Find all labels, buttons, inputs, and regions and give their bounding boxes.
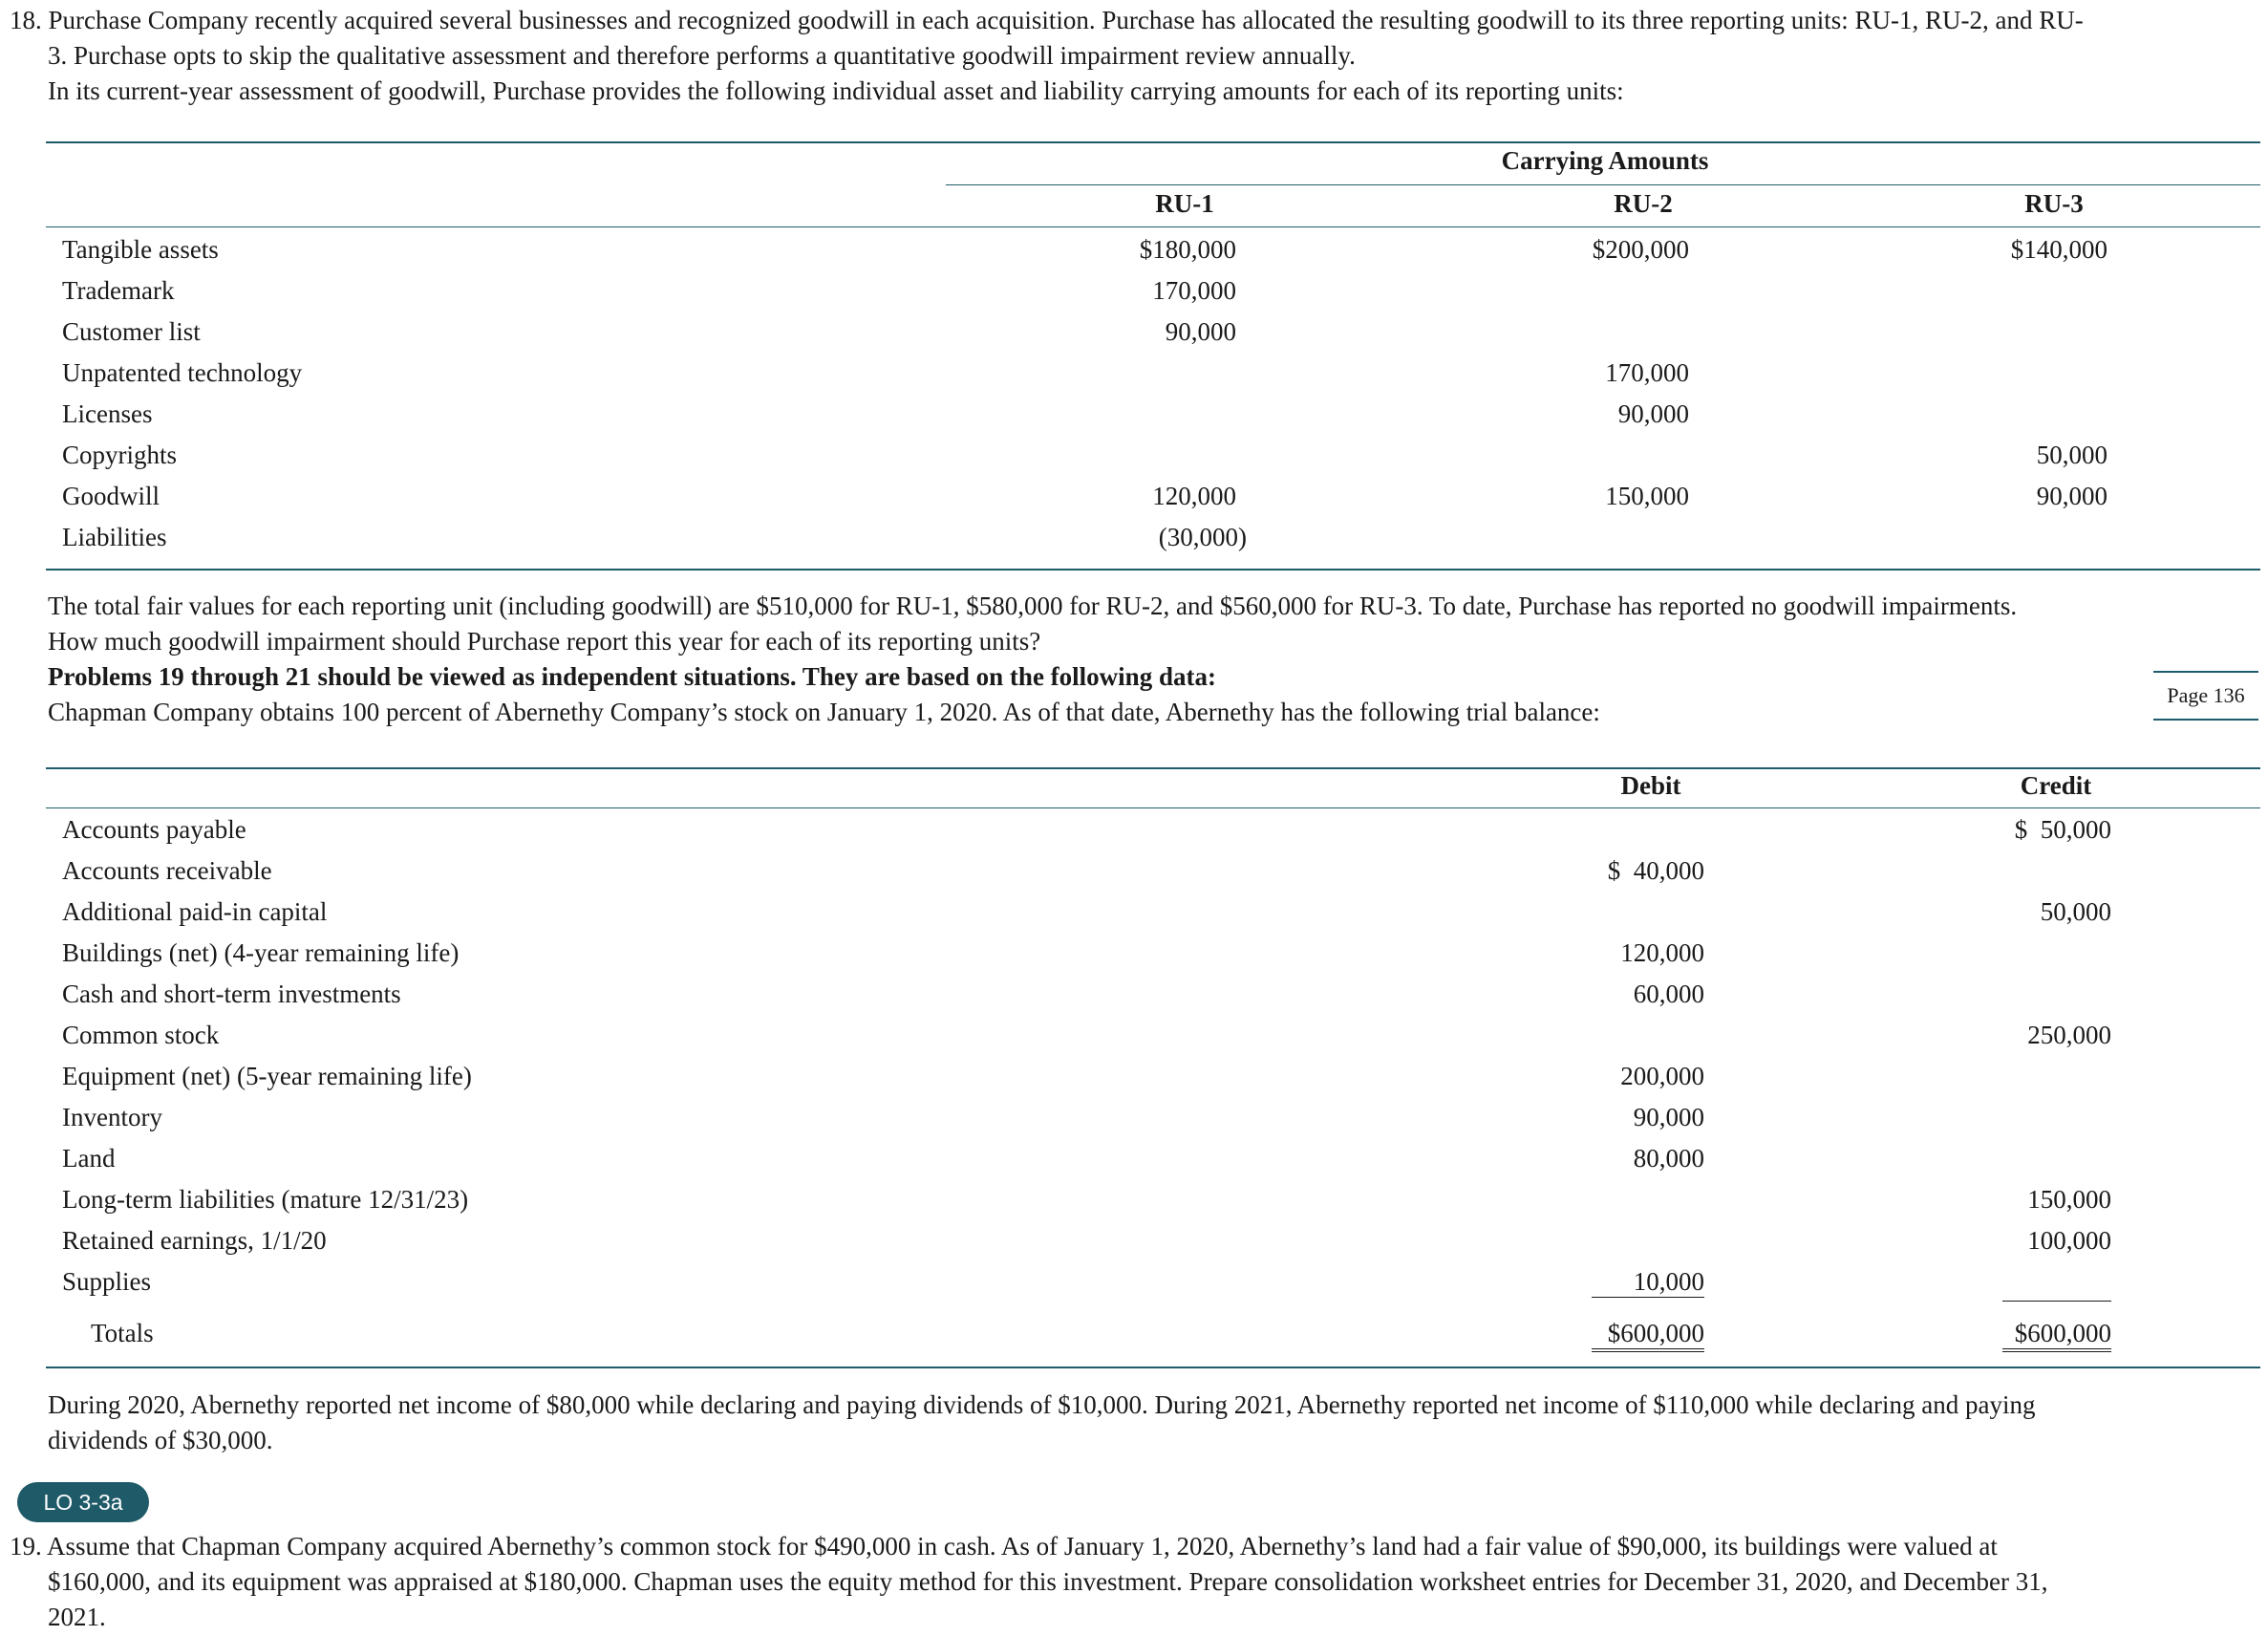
group-header-rule	[946, 184, 2260, 185]
table-row-label: Accounts receivable	[62, 856, 272, 885]
column-header-rule	[46, 226, 2260, 227]
problem-19-line-1: 19. Assume that Chapman Company acquired Abernethy’s common stock for $490,000 in cash. As of January 1, 2020, Abernethy’s land had a fair value of $90,000, its buildings were valued at	[10, 1532, 1998, 1561]
table-cell-credit: 250,000	[2027, 1021, 2111, 1049]
column-header-ru1: RU-1	[1155, 189, 1214, 218]
problem-19-line-2: $160,000, and its equipment was appraised at $180,000. Chapman uses the equity method for this investment. Prepare consolidation worksheet entries for December 31, 2020, and December 31,	[48, 1567, 2048, 1596]
column-header-ru3: RU-3	[2024, 189, 2084, 218]
table-cell-debit: 120,000	[1620, 938, 1704, 967]
table-row-label: Cash and short-term investments	[62, 979, 401, 1008]
learning-objective-badge: LO 3-3a	[17, 1482, 149, 1522]
table-row-label: Equipment (net) (5-year remaining life)	[62, 1062, 472, 1090]
table-row-label: Common stock	[62, 1021, 220, 1049]
totals-debit: $600,000	[1592, 1319, 1704, 1352]
table-row-label: Buildings (net) (4-year remaining life)	[62, 938, 460, 967]
table-cell-debit: 200,000	[1620, 1062, 1704, 1090]
table-row-label: Copyrights	[62, 441, 178, 469]
net-income-line-2: dividends of $30,000.	[48, 1426, 273, 1454]
trial-balance-table	[0, 760, 2268, 1371]
fair-values-line-1: The total fair values for each reporting unit (including goodwill) are $510,000 for RU-1, $580,000 for RU-2, and $560,000 for RU-3. To date, Purchase has reported no goodwill impairments.	[48, 592, 2018, 620]
table-row-label: Liabilities	[62, 523, 167, 551]
independent-situations-note: Problems 19 through 21 should be viewed as independent situations. They are based on the following data:	[48, 662, 1216, 691]
problem-18-line-2: 3. Purchase opts to skip the qualitative assessment and therefore performs a quantitative goodwill impairment review annually.	[48, 41, 1356, 70]
table-cell-ru2: 170,000	[1605, 358, 1689, 387]
table-row-label: Customer list	[62, 317, 201, 346]
table-cell-ru1: 120,000	[1152, 482, 1236, 510]
table-cell-debit: 10,000	[1592, 1267, 1704, 1298]
table-cell-credit: 50,000	[2040, 897, 2111, 926]
table-cell-ru1: $180,000	[1139, 235, 1236, 264]
table-row-label: Licenses	[62, 399, 153, 428]
table-row-label: Additional paid-in capital	[62, 897, 328, 926]
carrying-amounts-table	[0, 134, 2268, 573]
totals-credit: $600,000	[2002, 1319, 2111, 1352]
table-cell-debit: 90,000	[1633, 1103, 1704, 1131]
net-income-line-1: During 2020, Abernethy reported net income of $80,000 while declaring and paying dividends of $10,000. During 2021, Abernethy reported net income of $110,000 while declaring and paying	[48, 1390, 2036, 1419]
table-cell-ru1: 90,000	[1165, 317, 1236, 346]
table-cell-debit: 80,000	[1633, 1144, 1704, 1173]
credit-subtotal-rule	[2002, 1301, 2111, 1302]
table-cell-credit: $ 50,000	[2014, 815, 2111, 844]
question-line: How much goodwill impairment should Purchase report this year for each of its reporting units?	[48, 627, 1041, 656]
table-row-label: Tangible assets	[62, 235, 219, 264]
table-row-label: Goodwill	[62, 482, 160, 510]
table-row-label: Accounts payable	[62, 815, 246, 844]
table-row-label: Trademark	[62, 276, 175, 305]
table-cell-ru2: 150,000	[1605, 482, 1689, 510]
group-header-carrying-amounts: Carrying Amounts	[1501, 146, 1709, 175]
table-cell-ru1: 170,000	[1152, 276, 1236, 305]
problem-18-text	[0, 0, 2268, 105]
table-row-label: Supplies	[62, 1267, 152, 1296]
column-header-rule	[46, 807, 2260, 808]
page-marker: Page 136	[2153, 671, 2258, 721]
debit-subtotal-cell	[1592, 1267, 1704, 1302]
column-header-ru2: RU-2	[1614, 189, 1673, 218]
totals-label: Totals	[91, 1319, 154, 1347]
table-cell-ru1: (30,000)	[1158, 523, 1247, 551]
table-cell-ru2: 90,000	[1617, 399, 1689, 428]
table-cell-ru3: 90,000	[2036, 482, 2108, 510]
table-cell-debit: 60,000	[1633, 979, 1704, 1008]
table-cell-ru3: 50,000	[2036, 441, 2108, 469]
chapman-intro-line: Chapman Company obtains 100 percent of Abernethy Company’s stock on January 1, 2020. As of that date, Abernethy has the following trial balance:	[48, 698, 1600, 726]
table-2-bottom-rule	[46, 1367, 2260, 1368]
table-2-top-rule	[46, 767, 2260, 769]
table-row-label: Inventory	[62, 1103, 162, 1131]
table-cell-credit: 100,000	[2027, 1226, 2111, 1255]
table-row-label: Retained earnings, 1/1/20	[62, 1226, 327, 1255]
table-cell-debit: $ 40,000	[1607, 856, 1704, 885]
problem-19-line-3: 2021.	[48, 1603, 106, 1631]
column-header-credit: Credit	[2020, 771, 2092, 800]
table-cell-ru3: $140,000	[2010, 235, 2108, 264]
problem-18-line-1: 18. Purchase Company recently acquired several businesses and recognized goodwill in each acquisition. Purchase has allocated the resulting goodwill to its three reporting units: RU-1, RU-2, and RU-	[10, 6, 2084, 34]
table-row-label: Long-term liabilities (mature 12/31/23)	[62, 1185, 469, 1214]
table-row-label: Land	[62, 1144, 116, 1173]
table-cell-ru2: $200,000	[1592, 235, 1689, 264]
table-cell-credit: 150,000	[2027, 1185, 2111, 1214]
net-income-text	[0, 1388, 2268, 1460]
table-1-bottom-rule	[46, 569, 2260, 570]
column-header-debit: Debit	[1620, 771, 1681, 800]
problem-19-text	[0, 1529, 2268, 1636]
table-1-top-rule	[46, 141, 2260, 143]
problem-18-line-3: In its current-year assessment of goodwill, Purchase provides the following individual asset and liability carrying amounts for each of its reporting units:	[48, 76, 1624, 105]
table-row-label: Unpatented technology	[62, 358, 303, 387]
fair-values-text	[0, 589, 2268, 732]
